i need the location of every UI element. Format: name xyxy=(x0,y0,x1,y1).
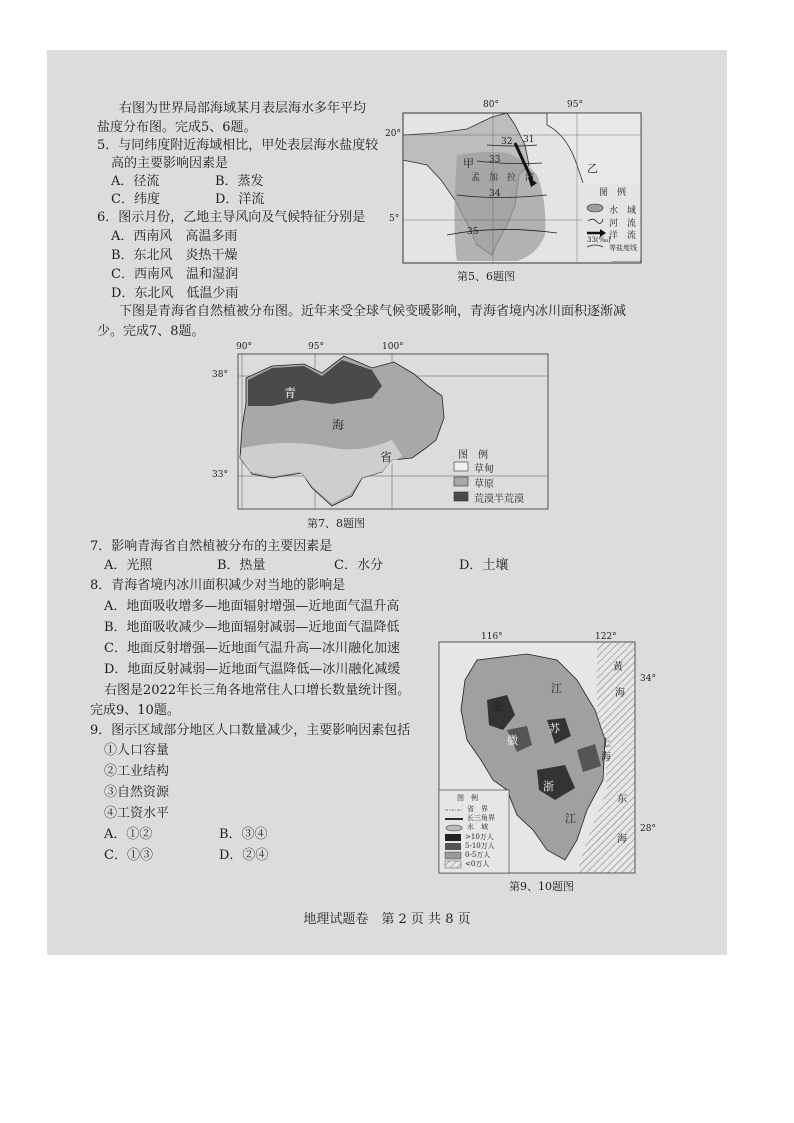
label-zhejiang-jiang: 江 xyxy=(565,812,576,825)
q9-stem: 9．图示区域部分地区人口数量减少，主要影响因素包括 xyxy=(90,723,411,738)
salinity-map xyxy=(385,100,647,265)
salinity-map-caption: 第5、6题图 xyxy=(457,270,515,283)
qinghai-label-hai: 海 xyxy=(332,418,345,432)
delta-lat-28: 28° xyxy=(640,824,656,834)
salinity-legend-river: 河 流 xyxy=(609,219,637,229)
q7-option-d[interactable]: D．土壤 xyxy=(459,558,509,573)
isohaline-33: 33 xyxy=(489,155,501,165)
exam-page xyxy=(47,50,727,955)
isohaline-31: 31 xyxy=(523,135,535,145)
intro-56-line2: 盐度分布图。完成5、6题。 xyxy=(97,120,257,135)
delta-legend-province: 省 界 xyxy=(467,805,488,813)
label-jia: 甲 xyxy=(463,157,474,170)
q7-option-c[interactable]: C．水分 xyxy=(334,558,383,573)
q9-option-a[interactable]: A．①② xyxy=(104,827,153,842)
label-donghai-hai: 海 xyxy=(617,834,627,845)
yangtze-delta-map xyxy=(437,632,656,875)
salinity-legend-current: 洋 流 xyxy=(609,231,637,241)
qinghai-label-sheng: 省 xyxy=(380,450,393,464)
label-zhe: 浙 xyxy=(543,780,554,793)
delta-legend-lt0: <0万人 xyxy=(465,860,490,868)
q9-item-1: ①人口容量 xyxy=(104,743,170,758)
q9-option-d[interactable]: D．②④ xyxy=(219,848,269,863)
q8-option-c[interactable]: C．地面反射增强—近地面气温升高—冰川融化加速 xyxy=(104,641,400,656)
q5-option-c[interactable]: C．纬度 xyxy=(111,192,160,207)
label-shanghai-hai: 海 xyxy=(601,752,611,763)
salinity-lat-5: 5° xyxy=(389,214,400,224)
q6-option-a[interactable]: A．西南风 高温多雨 xyxy=(111,229,238,244)
salinity-legend-title: 图 例 xyxy=(599,188,627,198)
intro-910-line2: 完成9、10题。 xyxy=(90,703,180,718)
delta-legend-title: 图 例 xyxy=(457,794,478,802)
intro-78-line1: 下图是青海省自然植被分布图。近年来受全球气候变暖影响，青海省境内冰川面积逐渐减 xyxy=(119,304,627,319)
salinity-legend-iso: 等盐度线 xyxy=(609,244,637,252)
label-huanghai-hai: 海 xyxy=(615,688,625,699)
salinity-lat-20: 20° xyxy=(385,129,401,139)
bay-of-bengal-label: 孟 加 拉 湾 xyxy=(471,173,535,183)
salinity-legend-iso-unit: 33(‰) xyxy=(587,236,611,244)
q5-stem-line1: 5．与同纬度附近海域相比，甲处表层海水盐度较 xyxy=(97,138,379,153)
q6-stem: 6．图示月份，乙地主导风向及气候特征分别是 xyxy=(97,210,366,225)
intro-78-line2: 少。完成7、8题。 xyxy=(97,324,205,339)
isohaline-35: 35 xyxy=(467,227,479,237)
delta-legend-boundary: 长三角界 xyxy=(467,814,495,822)
q9-item-2: ②工业结构 xyxy=(104,764,170,779)
delta-legend-water: 水 域 xyxy=(467,823,488,831)
label-hui: 徽 xyxy=(507,734,518,747)
delta-lon-122: 122° xyxy=(595,632,617,642)
q7-option-a[interactable]: A．光照 xyxy=(104,558,153,573)
q5-stem-line2: 高的主要影响因素是 xyxy=(111,156,229,171)
isohaline-32: 32 xyxy=(501,137,513,147)
qinghai-lat-38: 38° xyxy=(212,370,228,380)
q7-option-b[interactable]: B．热量 xyxy=(217,558,266,573)
q6-option-c[interactable]: C．西南风 温和湿润 xyxy=(111,267,238,282)
qinghai-lon-95: 95° xyxy=(308,342,324,352)
salinity-lon-95: 95° xyxy=(567,100,583,110)
delta-lat-34: 34° xyxy=(640,674,656,684)
qinghai-lon-100: 100° xyxy=(382,342,404,352)
q9-option-b[interactable]: B．③④ xyxy=(219,827,268,842)
label-dong: 东 xyxy=(617,794,627,805)
delta-legend-5-10: 5-10万人 xyxy=(465,842,495,850)
salinity-legend-water: 水 域 xyxy=(609,206,637,216)
yangtze-delta-map-caption: 第9、10题图 xyxy=(509,880,574,893)
delta-legend-0-5: 0-5万人 xyxy=(465,851,491,859)
q9-option-c[interactable]: C．①③ xyxy=(104,848,153,863)
label-an: 安 xyxy=(493,700,504,713)
q5-option-a[interactable]: A．径流 xyxy=(111,174,160,189)
qinghai-legend-meadow: 草甸 xyxy=(474,464,494,475)
qinghai-label-qing: 青 xyxy=(284,386,297,400)
q9-item-3: ③自然资源 xyxy=(104,785,170,800)
intro-56-line1: 右图为世界局部海域某月表层海水多年平均 xyxy=(119,101,367,116)
qinghai-map-caption: 第7、8题图 xyxy=(307,517,365,530)
page-footer: 地理试题卷 第 2 页 共 8 页 xyxy=(303,912,471,927)
q8-option-d[interactable]: D．地面反射减弱—近地面气温降低—冰川融化减缓 xyxy=(104,662,401,677)
label-jiangsu-jiang: 江 xyxy=(551,682,562,695)
qinghai-lat-33: 33° xyxy=(212,470,228,480)
qinghai-legend-steppe: 草原 xyxy=(474,479,494,490)
qinghai-legend-title: 图 例 xyxy=(458,450,488,461)
q8-option-a[interactable]: A．地面吸收增多—地面辐射增强—近地面气温升高 xyxy=(104,599,400,614)
q5-option-b[interactable]: B．蒸发 xyxy=(215,174,264,189)
q7-stem: 7．影响青海省自然植被分布的主要因素是 xyxy=(90,539,333,554)
q5-option-d[interactable]: D．洋流 xyxy=(215,192,265,207)
qinghai-map xyxy=(212,342,552,513)
q6-option-d[interactable]: D．东北风 低温少雨 xyxy=(111,286,239,301)
q8-option-b[interactable]: B．地面吸收减少—地面辐射减弱—近地面气温降低 xyxy=(104,620,400,635)
delta-legend-gt10: >10万人 xyxy=(465,833,494,841)
q8-stem: 8．青海省境内冰川面积减少对当地的影响是 xyxy=(90,578,346,593)
label-huang: 黄 xyxy=(613,662,623,673)
isohaline-34: 34 xyxy=(489,189,501,199)
label-su: 苏 xyxy=(549,722,560,735)
delta-lon-116: 116° xyxy=(481,632,503,642)
intro-910-line1: 右图是2022年长三角各地常住人口增长数量统计图。 xyxy=(104,683,411,698)
qinghai-map-figure xyxy=(232,348,552,513)
label-shang: 上 xyxy=(601,738,611,749)
label-yi: 乙 xyxy=(587,162,598,175)
qinghai-lon-90: 90° xyxy=(236,342,252,352)
qinghai-legend-desert: 荒漠半荒漠 xyxy=(474,494,524,505)
salinity-lon-80: 80° xyxy=(483,100,499,110)
q6-option-b[interactable]: B．东北风 炎热干燥 xyxy=(111,248,238,263)
q9-item-4: ④工资水平 xyxy=(104,806,170,821)
